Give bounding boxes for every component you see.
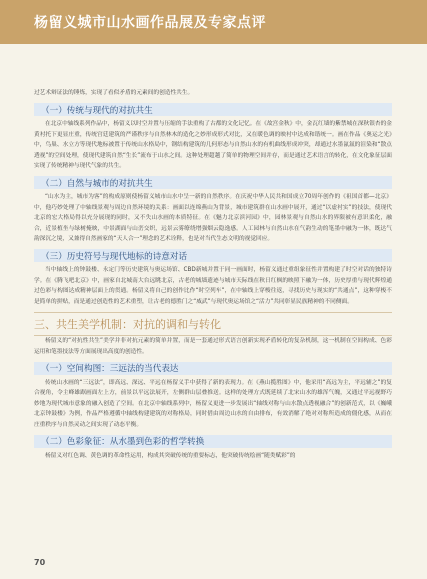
section-heading-text: （二）色彩象征：从水墨到色彩的哲学转换 (41, 437, 205, 448)
subsection-heading-2 (34, 435, 392, 448)
header-title: 杨留义城市山水画作品展及专家点评 (34, 15, 266, 31)
section-heading-1 (34, 103, 392, 116)
section-heading-text: （二）自然与城市的对抗共生 (41, 178, 153, 189)
chapter-heading-text: 三、共生美学机制：对抗的调和与转化 (34, 318, 221, 332)
chapter-heading (34, 312, 392, 336)
subsection-2-paragraph: 杨留义对红色调、黄色调的革命性运用，构成其突破传统的重要标志，他突破传统绘画“随类赋彩”的 (45, 452, 296, 459)
intro-paragraph: 过艺术辩证法的锤炼，实现了看似矛盾的元素间的创造性共生。 (34, 90, 194, 96)
article-body (34, 88, 392, 461)
section-2-paragraph: “山水为主，城市为客”的构成原则使杨留义城市山水中呈一新的自然秩序。在庆祝中华人民共和国成立70周年创作的《祖国首都—北京》中，他巧妙处理了中轴线景观与周边自然环境的关系：画面以连绵燕山为背景，城市建筑群在山水画中展开，通过“以虚衬实”的技法，使现代北京的宏大格局得以充分展现的同时，又不失山水画的本质特征。在《魅力北京滨河园》中，园林景观与自然山水的界限被有意识柔化，融合，近景植坐与绿树掩映，中景湖面与山峦交织，远景云雾缭绕增强烟云隐逸感。人工园林与自然山水在气韵生动的笔墨中融为一体，既达气韵深沉之境，又兼得自然画家的“天人合一”理念的艺术诠释，也是对当代生态文明的视觉回应。 (34, 194, 392, 243)
subsection-1-paragraph: 传统山水画的“三远法”，即高远、深远、平远在杨留义手中获得了新的表现力。在《燕山揽胜图》中，他采用“高远为主，平远辅之”的复合视角，令主峰雄踞画面左上方，前景以平远法展开，左侧群山层叠推送。这样的处理方式既延续了北宋山水的雄浑气魄，又通过平远视野巧妙地为现代城市意象的融入创造了空间。在北京中轴线系列中，杨留义更进一步发展出“轴线对称与山水散点透视融合”的创新范式，以《巍峨北京钟鼓楼》为例，作品严格遵循中轴线构建建筑的对称格局，同时借由周边山水的自由排布，有效消解了绝对对称所造成的僵化感，从而在庄重秩序与自然灵动之间实现了动态平衡。 (34, 379, 392, 428)
section-3-paragraph: 当中轴线上的钟鼓楼、永定门等历史建筑与奥运场馆、CBD新城并置于同一画面时，杨留义通过重组象征性并置构建了时空对话的独特诗学。在《腾飞吧北京》中，画家自北城南大台远眺北京，古老的城墙遗迹与城市天际线在秋日红枫的映照下融为一体，历史厚重与现代辉煌通过色彩与构图达成精神层面上的贯通。杨留义将自己的创作比作“时空列车”，在中轴线上穿梭往返，寻找历史与现实的“共通点”，这种穿梭不是简单的拼贴，而是通过创造性的艺术重塑，让古老的德胜门之“威武”与现代奥运场馆之“活力”共同彰显民族精神的不同侧面。 (34, 267, 392, 305)
page-number: 70 (34, 558, 46, 567)
section-heading-text: （一）空间构图：三远法的当代表达 (41, 364, 179, 375)
page-header (0, 0, 427, 44)
section-heading-text: （三）历史符号与现代地标的诗意对话 (41, 251, 188, 262)
section-heading-3 (34, 249, 392, 262)
section-heading-2 (34, 176, 392, 189)
chapter-paragraph: 杨留义的“对抗性共生”美学并非对抗元素的简单并置，而是一套通过形式语言创新实现矛盾转化的复杂机制，这一机制在空间构成、色彩运用和笔墨技法等方面展现出高度的创造性。 (34, 338, 392, 355)
section-heading-text: （一）传统与现代的对抗共生 (41, 105, 153, 116)
subsection-heading-1 (34, 362, 392, 375)
section-1-paragraph: 在北京中轴线系列作品中，杨留义以时空并置与压缩的手法重构了古都的文化记忆。在《故宫金秋》中，金瓦红墙的紫禁城在深秋银杏的金黄衬托下更显庄重，传统宫廷建筑的严谨秩序与自然林木的造化之妙形成形式对比，又在暖色调的映衬中达成和谐统一。画在作品《奥运之光》中，鸟巢、水立方等现代地标被置于传统山水格局中，钢结构建筑的几何形态与自然山水的有机曲线形成冲突，却通过水墨氤氲的渲染和“散点透视”的空间处理，使现代建筑自然“生长”流布于山水之间。这种处理超越了简单的物理空间并存，而是通过艺术语言的转化，在文化象征层面实现了传统精神与现代气象的共生。 (34, 121, 392, 170)
